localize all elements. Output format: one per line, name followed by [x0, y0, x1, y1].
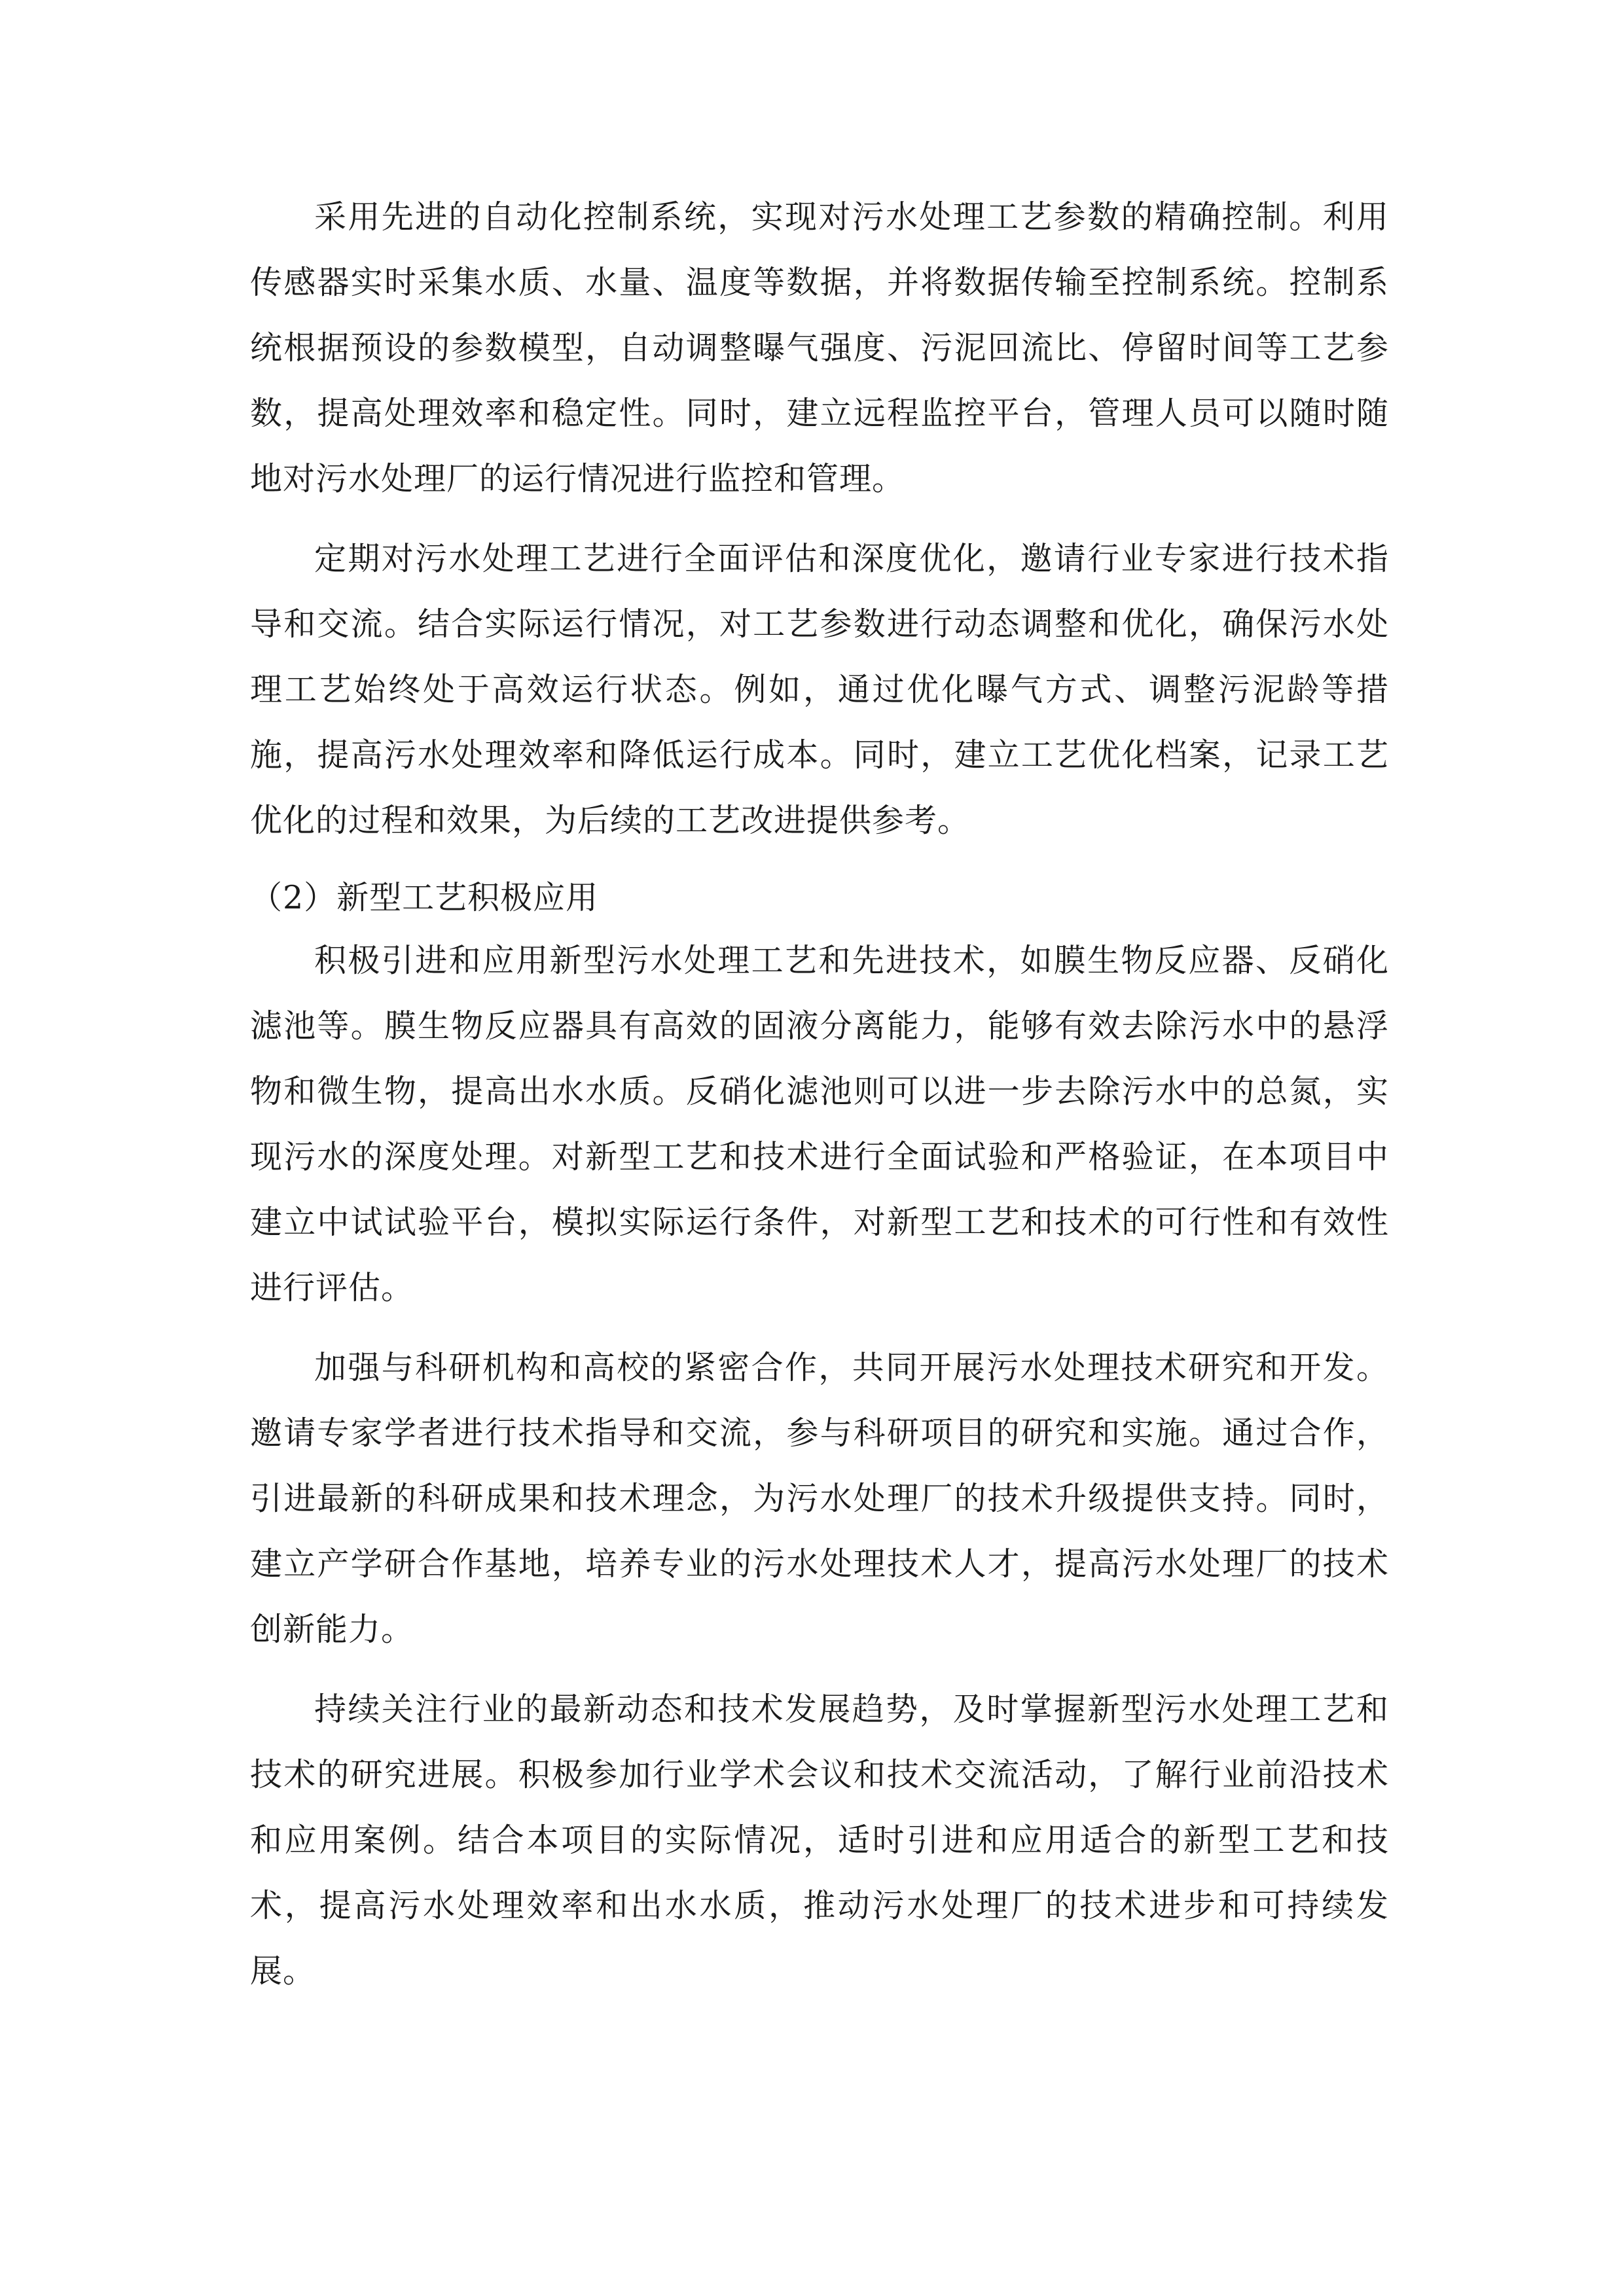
- paragraph-research-cooperation: 加强与科研机构和高校的紧密合作，共同开展污水处理技术研究和开发。邀请专家学者进行技术指导和交流，参与科研项目的研究和实施。通过合作，引进最新的科研成果和技术理念，为污水处理厂的技术升级提供支持。同时，建立产学研合作基地，培养专业的污水处理技术人才，提高污水处理厂的技术创新能力。: [250, 1349, 1389, 1648]
- section-heading-new-process: （2）新型工艺积极应用: [250, 879, 599, 916]
- document-body: [250, 185, 1389, 2018]
- paragraph-industry-trends: 持续关注行业的最新动态和技术发展趋势，及时掌握新型污水处理工艺和技术的研究进展。积极参加行业学术会议和技术交流活动，了解行业前沿技术和应用案例。结合本项目的实际情况，适时引进和应用适合的新型工艺和技术，提高污水处理效率和出水水质，推动污水处理厂的技术进步和可持续发展。: [250, 1691, 1389, 1990]
- paragraph-automation-control: 采用先进的自动化控制系统，实现对污水处理工艺参数的精确控制。利用传感器实时采集水质、水量、温度等数据，并将数据传输至控制系统。控制系统根据预设的参数模型，自动调整曝气强度、污泥回流比、停留时间等工艺参数，提高处理效率和稳定性。同时，建立远程监控平台，管理人员可以随时随地对污水处理厂的运行情况进行监控和管理。: [250, 198, 1389, 497]
- paragraph-process-optimization: 定期对污水处理工艺进行全面评估和深度优化，邀请行业专家进行技术指导和交流。结合实际运行情况，对工艺参数进行动态调整和优化，确保污水处理工艺始终处于高效运行状态。例如，通过优化曝气方式、调整污泥龄等措施，提高污水处理效率和降低运行成本。同时，建立工艺优化档案，记录工艺优化的过程和效果，为后续的工艺改进提供参考。: [250, 540, 1389, 839]
- paragraph-new-technology: 积极引进和应用新型污水处理工艺和先进技术，如膜生物反应器、反硝化滤池等。膜生物反应器具有高效的固液分离能力，能够有效去除污水中的悬浮物和微生物，提高出水水质。反硝化滤池则可以进一步去除污水中的总氮，实现污水的深度处理。对新型工艺和技术进行全面试验和严格验证，在本项目中建立中试试验平台，模拟实际运行条件，对新型工艺和技术的可行性和有效性进行评估。: [250, 942, 1389, 1306]
